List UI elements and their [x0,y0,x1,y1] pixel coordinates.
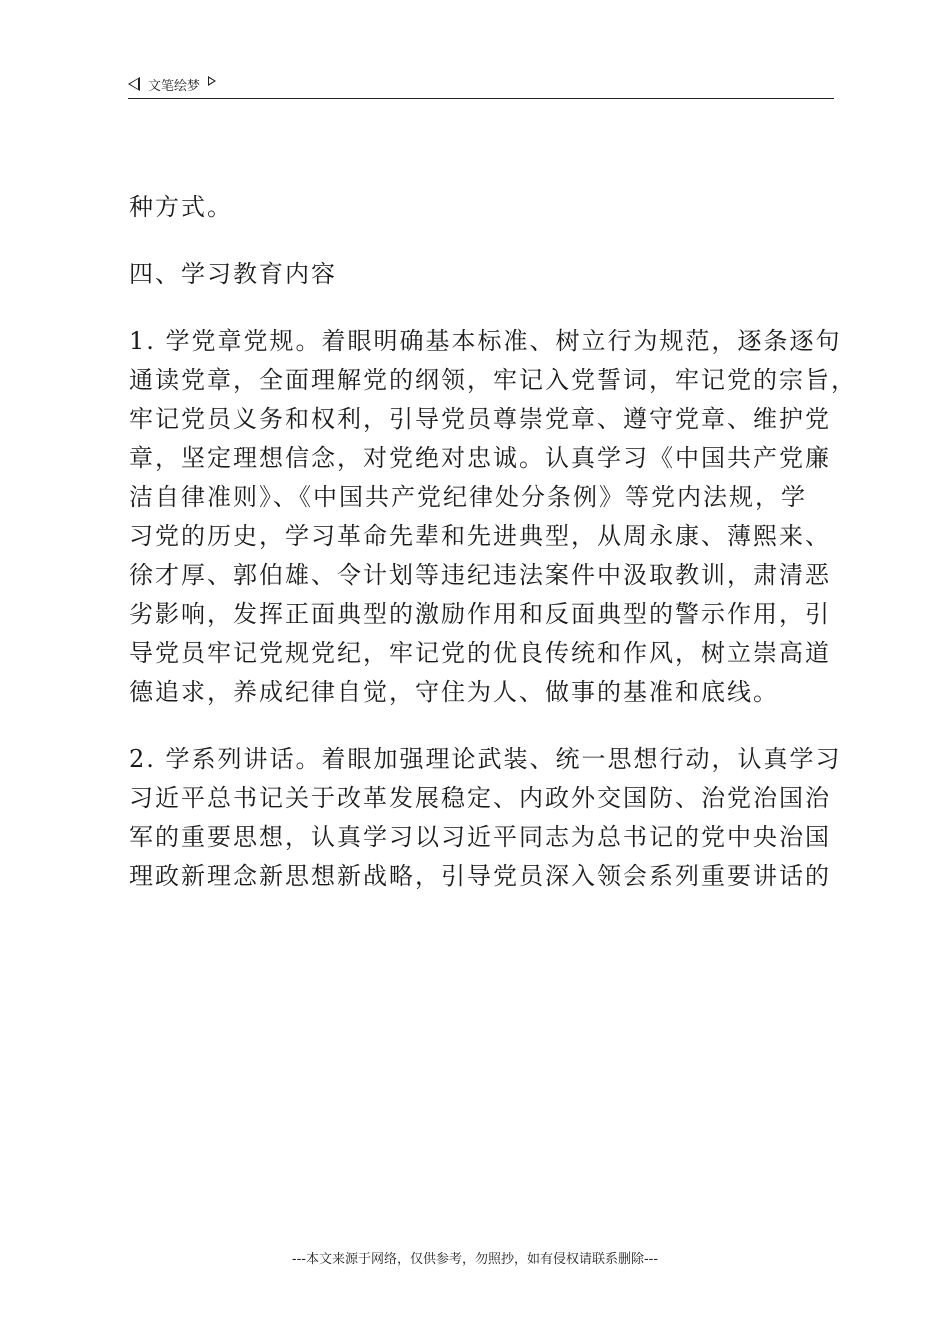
text-line: 种方式。 [129,193,233,221]
text-line: 徐才厚、郭伯雄、令计划等违纪违法案件中汲取教训，肃清恶 [129,561,831,589]
text-line: 1. 学党章党规。着眼明确基本标准、树立行为规范，逐条逐句 [129,327,842,355]
text-line: 四、学习教育内容 [129,260,337,288]
text-line: 德追求，养成纪律自觉，守住为人、做事的基准和底线。 [129,678,779,706]
header-brand [128,74,216,94]
text-line: 军的重要思想，认真学习以习近平同志为总书记的党中央治国 [129,823,831,851]
document-body [129,188,857,924]
text-line: 洁自律准则》、《中国共产党纪律处分条例》等党内法规，学 [129,483,807,511]
text-line: 2. 学系列讲话。着眼加强理论武装、统一思想行动，认真学习 [129,745,842,773]
text-line: 习党的历史，学习革命先辈和先进典型，从周永康、薄熙来、 [129,522,831,550]
page-footer: ---本文来源于网络，仅供参考，勿照抄，如有侵权请联系删除--- [291,1252,659,1267]
text-line: 牢记党员义务和权利，引导党员尊崇党章、遵守党章、维护党 [129,405,831,433]
paragraph-speeches [129,740,842,896]
paragraph-continuation [129,188,835,227]
brand-name: 文笔绘梦 [148,78,201,94]
triangle-left-icon [128,77,140,91]
page-header [128,74,834,99]
text-line: 章，坚定理想信念，对党绝对忠诚。认真学习《中国共产党廉 [129,444,831,472]
text-line: 通读党章，全面理解党的纲领，牢记入党誓词，牢记党的宗旨， [129,366,857,394]
section-heading [129,255,835,294]
text-line: 理政新理念新思想新战略，引导党员深入领会系列重要讲话的 [129,862,831,890]
text-line: 劣影响，发挥正面典型的激励作用和反面典型的警示作用，引 [129,600,831,628]
text-line: 导党员牢记党规党纪，牢记党的优良传统和作风，树立崇高道 [129,639,831,667]
paragraph-party-rules [129,322,857,712]
triangle-right-icon [208,76,216,86]
text-line: 习近平总书记关于改革发展稳定、内政外交国防、治党治国治 [129,784,831,812]
